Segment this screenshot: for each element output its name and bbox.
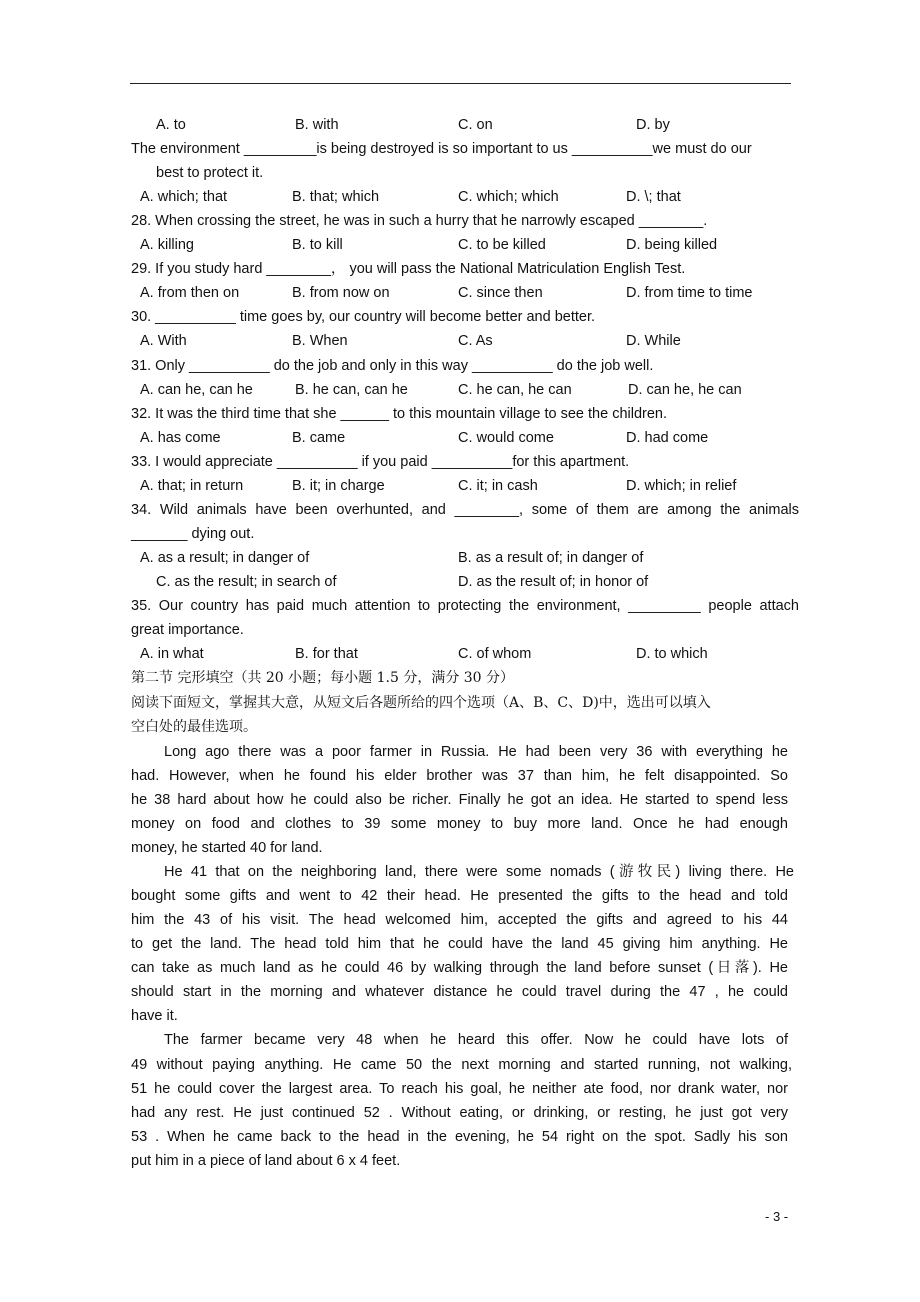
passage-line: 51 he could cover the largest area. To reach his goal, he neither ate food, nor drank water, nor	[131, 1081, 788, 1097]
q28-option-a: A. killing	[140, 237, 194, 253]
q34-option-d: D. as the result of; in honor of	[458, 574, 649, 590]
q30-option-a: A. With	[140, 333, 187, 349]
passage-line: he 38 hard about how he could also be richer. Finally he got an idea. He started to spend less	[131, 792, 788, 808]
passage-line: had any rest. He just continued 52 . Without eating, or drinking, or resting, he just got very	[131, 1105, 788, 1121]
passage-line: Long ago there was a poor farmer in Russia. He had been very 36 with everything he	[164, 744, 788, 760]
passage-line: He 41 that on the neighboring land, there were some nomads (游牧民) living there. He	[164, 864, 794, 880]
q32-option-b: B. came	[292, 430, 346, 446]
q29-option-c: C. since then	[458, 285, 543, 301]
q35-option-a: A. in what	[140, 646, 204, 662]
passage-line: The farmer became very 48 when he heard this offer. Now he could have lots of	[164, 1032, 788, 1048]
q33-option-a: A. that; in return	[140, 478, 244, 494]
section-title: 第二节 完形填空（共 20 小题；每小题 1.5 分，满分 30 分）	[131, 670, 515, 686]
env-question-line1: The environment _________is being destroyed is so important to us __________we must do our	[131, 141, 752, 157]
q32-option-d: D. had come	[626, 430, 709, 446]
passage-line: had. However, when he found his elder brother was 37 than him, he felt disappointed. So	[131, 768, 788, 784]
q34-option-a: A. as a result; in danger of	[140, 550, 310, 566]
q32-stem: 32. It was the third time that she ______ to this mountain village to see the children.	[131, 406, 668, 422]
q28-option-b: B. to kill	[292, 237, 343, 253]
q31-option-a: A. can he, can he	[140, 382, 253, 398]
q33-option-d: D. which; in relief	[626, 478, 737, 494]
passage-line: bought some gifts and went to 42 their head. He presented the gifts to the head and told	[131, 888, 788, 904]
q31-option-d: D. can he, he can	[628, 382, 742, 398]
env-option-c: C. which; which	[458, 189, 559, 205]
section-instruction-line2: 空白处的最佳选项。	[131, 719, 257, 735]
q33-option-b: B. it; in charge	[292, 478, 385, 494]
q33-stem: 33. I would appreciate __________ if you paid __________for this apartment.	[131, 454, 630, 470]
header-rule	[130, 83, 791, 84]
q28-stem: 28. When crossing the street, he was in such a hurry that he narrowly escaped ________.	[131, 213, 708, 229]
q27-option-d: D. by	[636, 117, 670, 133]
passage-line: have it.	[131, 1008, 178, 1024]
q30-option-c: C. As	[458, 333, 493, 349]
env-option-b: B. that; which	[292, 189, 380, 205]
passage-line: should start in the morning and whatever distance he could travel during the 47 , he could	[131, 984, 788, 1000]
passage-line: 49 without paying anything. He came 50 the next morning and started running, not walking,	[131, 1057, 792, 1073]
q31-option-b: B. he can, can he	[295, 382, 408, 398]
q31-stem: 31. Only __________ do the job and only in this way __________ do the job well.	[131, 358, 654, 374]
q28-option-d: D. being killed	[626, 237, 718, 253]
q31-option-c: C. he can, he can	[458, 382, 572, 398]
page-number: - 3 -	[765, 1209, 789, 1224]
q34-option-b: B. as a result of; in danger of	[458, 550, 644, 566]
env-question-line2: best to protect it.	[156, 165, 264, 181]
q34-option-c: C. as the result; in search of	[156, 574, 337, 590]
q27-option-a: A. to	[156, 117, 186, 133]
q29-option-a: A. from then on	[140, 285, 240, 301]
q35-option-d: D. to which	[636, 646, 708, 662]
q30-stem: 30. __________ time goes by, our country will become better and better.	[131, 309, 596, 325]
q29-stem: 29. If you study hard ________， you will pass the National Matriculation English Test.	[131, 261, 686, 277]
passage-line: money on food and clothes to 39 some money to buy more land. Once he had enough	[131, 816, 788, 832]
q33-option-c: C. it; in cash	[458, 478, 538, 494]
passage-line: put him in a piece of land about 6 x 4 feet.	[131, 1153, 401, 1169]
passage-line: 53 . When he came back to the head in the evening, he 54 right on the spot. Sadly his son	[131, 1129, 788, 1145]
q30-option-d: D. While	[626, 333, 681, 349]
env-option-d: D. \; that	[626, 189, 681, 205]
q32-option-c: C. would come	[458, 430, 554, 446]
q34-stem-line2: _______ dying out.	[131, 526, 255, 542]
q27-option-c: C. on	[458, 117, 493, 133]
q35-option-c: C. of whom	[458, 646, 532, 662]
q35-option-b: B. for that	[295, 646, 358, 662]
q34-stem-line1: 34. Wild animals have been overhunted, and ________, some of them are among the animals	[131, 502, 799, 518]
q32-option-a: A. has come	[140, 430, 221, 446]
passage-line: can take as much land as he could 46 by walking through the land before sunset (日落). He	[131, 960, 788, 976]
section-instruction-line1: 阅读下面短文，掌握其大意，从短文后各题所给的四个选项（A、B、C、D)中，选出可以填入	[131, 695, 711, 711]
q30-option-b: B. When	[292, 333, 348, 349]
q35-stem-line2: great importance.	[131, 622, 244, 638]
env-option-a: A. which; that	[140, 189, 228, 205]
q29-option-b: B. from now on	[292, 285, 390, 301]
q27-option-b: B. with	[295, 117, 339, 133]
passage-line: him the 43 of his visit. The head welcomed him, accepted the gifts and agreed to his 44	[131, 912, 788, 928]
passage-line: to get the land. The head told him that he could have the land 45 giving him anything. He	[131, 936, 788, 952]
q28-option-c: C. to be killed	[458, 237, 546, 253]
passage-line: money, he started 40 for land.	[131, 840, 323, 856]
q29-option-d: D. from time to time	[626, 285, 753, 301]
q35-stem-line1: 35. Our country has paid much attention to protecting the environment, _________ people attach	[131, 598, 799, 614]
